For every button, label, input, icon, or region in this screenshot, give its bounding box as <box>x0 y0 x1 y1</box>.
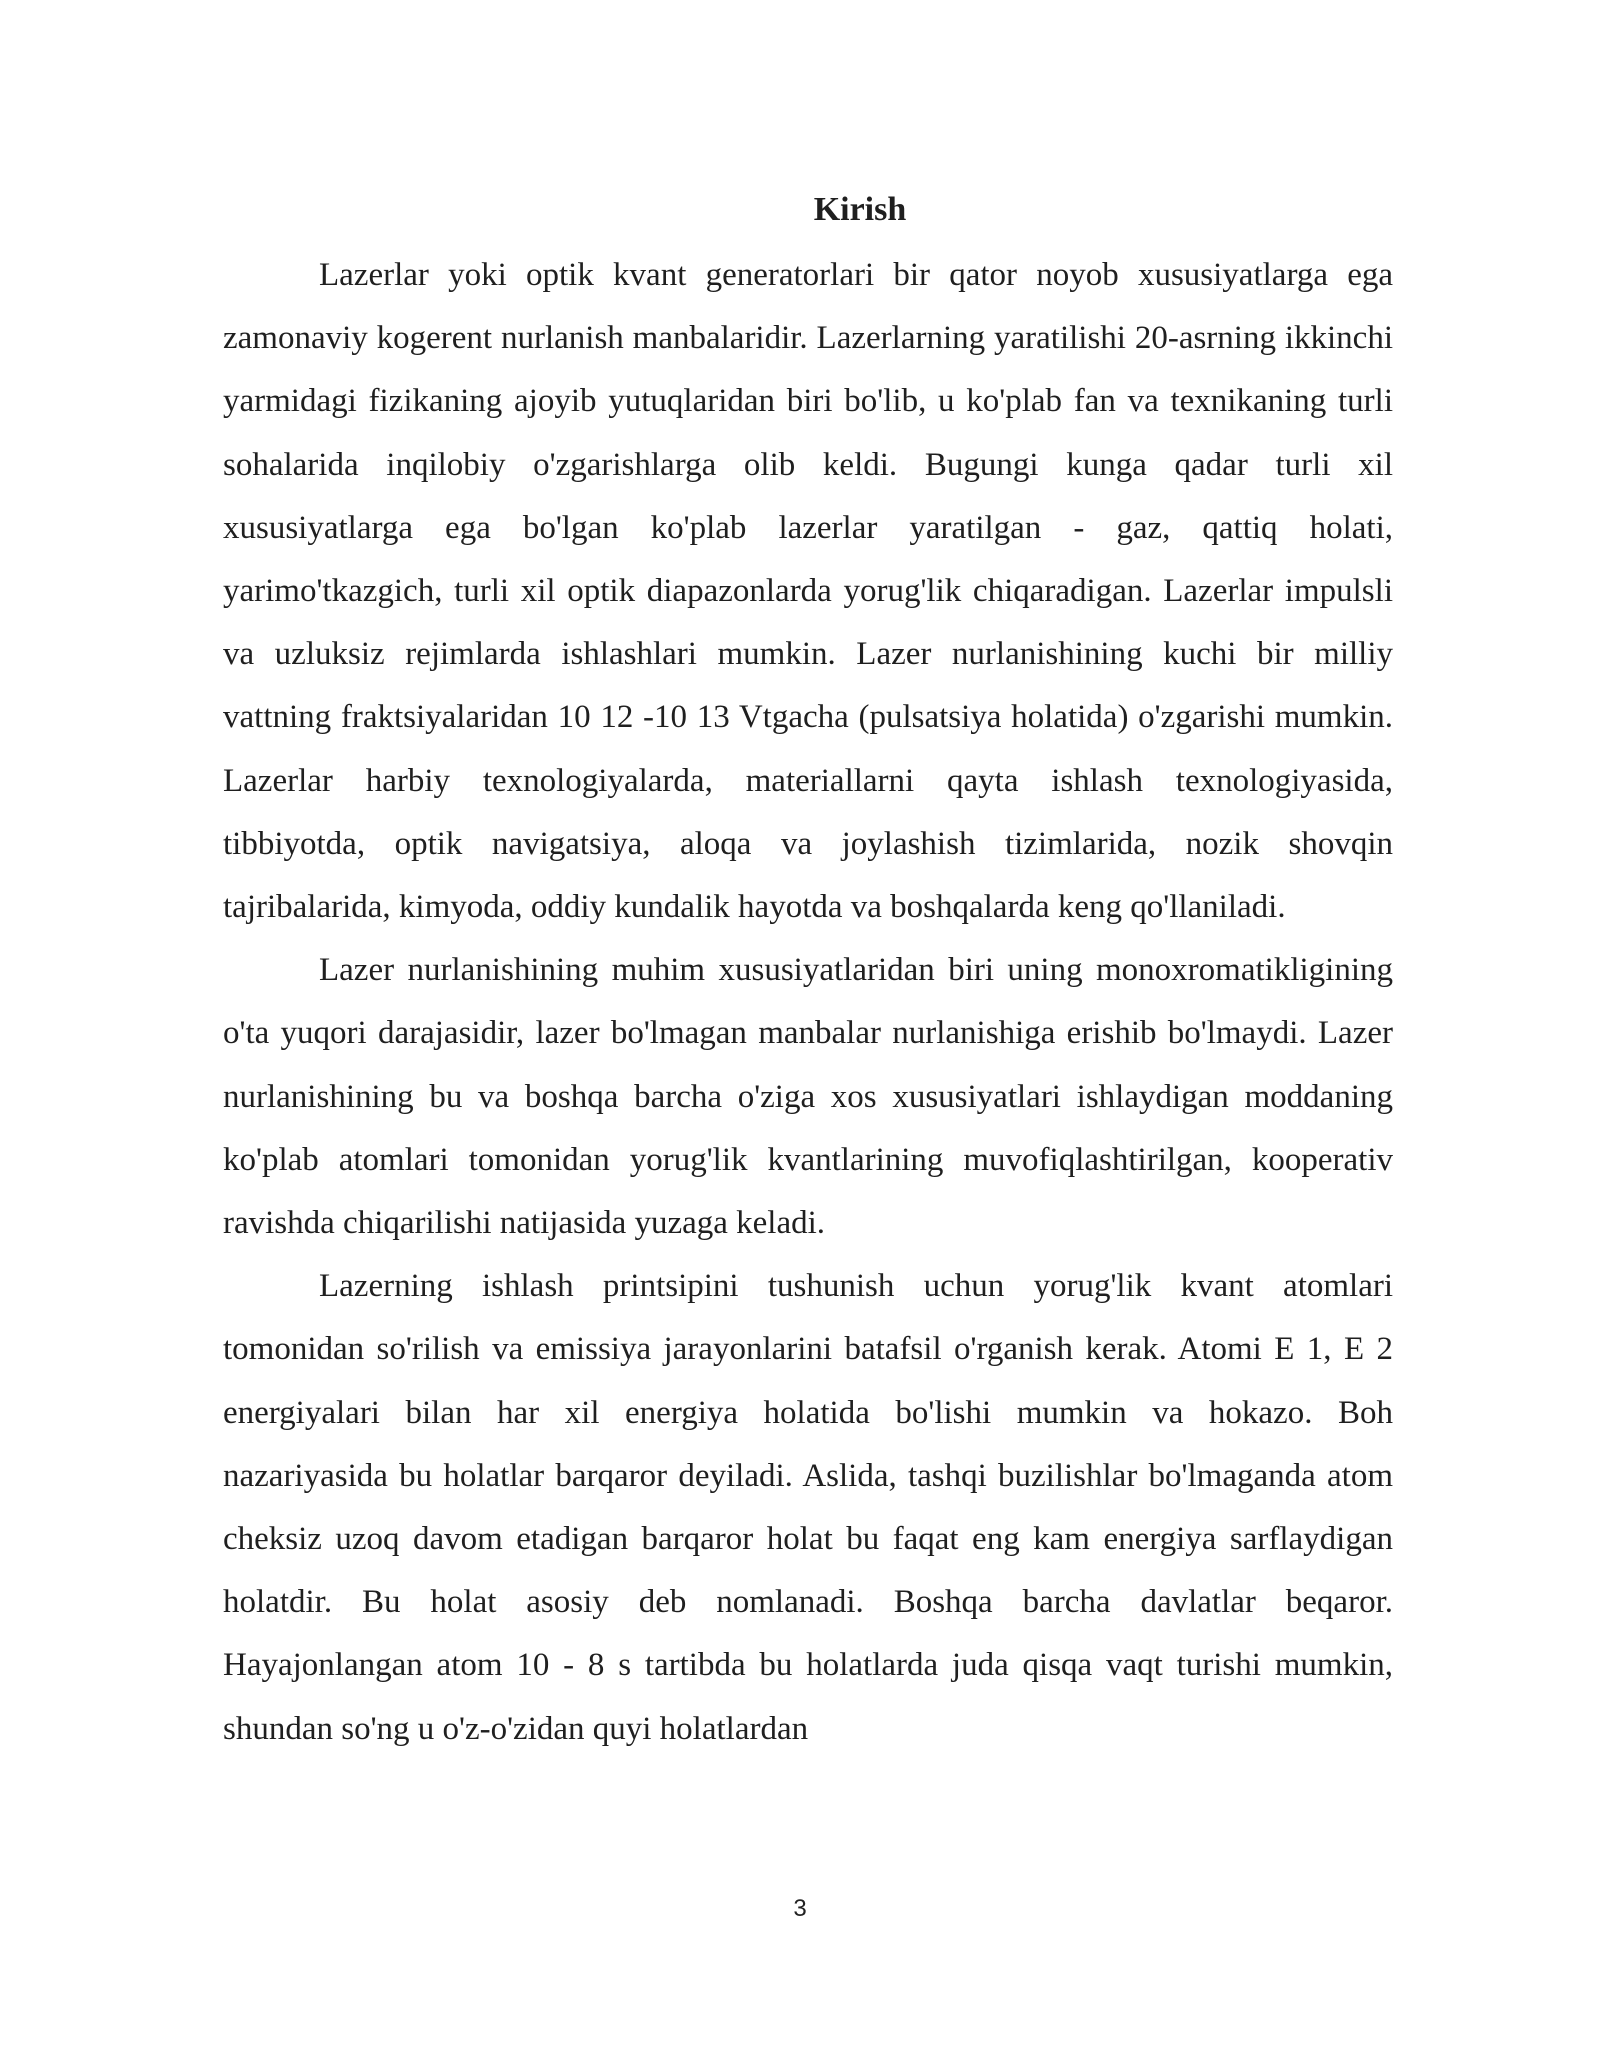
paragraph: Lazerlar yoki optik kvant generatorlari bir qator noyob xususiyatlarga ega zamonaviy kogerent nurlanish manbalaridir. Lazerlarning yaratilishi 20-asrning ikkinchi yarmidagi fizikaning ajoyib yutuqlaridan biri bo'lib, u ko'plab fan va texnikaning turli sohalarida inqilobiy o'zgarishlarga olib keldi. Bugungi kunga qadar turli xil xususiyatlarga ega bo'lgan ko'plab lazerlar yaratilgan - gaz, qattiq holati, yarimo'tkazgich, turli xil optik diapazonlarda yorug'lik chiqaradigan. Lazerlar impulsli va uzluksiz rejimlarda ishlashlari mumkin. Lazer nurlanishining kuchi bir milliy vattning fraktsiyalaridan 10 12 -10 13 Vtgacha (pulsatsiya holatida) o'zgarishi mumkin. Lazerlar harbiy texnologiyalarda, materiallarni qayta ishlash texnologiyasida, tibbiyotda, optik navigatsiya, aloqa va joylashish tizimlarida, nozik shovqin tajribalarida, kimyoda, oddiy kundalik hayotda va boshqalarda keng qo'llaniladi. <box>223 257 1393 926</box>
page-title: Kirish <box>813 191 907 228</box>
paragraph: Lazer nurlanishining muhim xususiyatlaridan biri uning monoxromatikligining o'ta yuqori darajasidir, lazer bo'lmagan manbalar nurlanishiga erishib bo'lmaydi. Lazer nurlanishining bu va boshqa barcha o'ziga xos xususiyatlari ishlaydigan moddaning ko'plab atomlari tomonidan yorug'lik kvantlarining muvofiqlashtirilgan, kooperativ ravishda chiqarilishi natijasida yuzaga keladi. <box>223 952 1393 1242</box>
paragraph: Lazerning ishlash printsipini tushunish uchun yorug'lik kvant atomlari tomonidan so'rilish va emissiya jarayonlarini batafsil o'rganish kerak. Atomi E 1, E 2 energiyalari bilan har xil energiya holatida bo'lishi mumkin va hokazo. Boh nazariyasida bu holatlar barqaror deyiladi. Aslida, tashqi buzilishlar bo'lmaganda atom cheksiz uzoq davom etadigan barqaror holat bu faqat eng kam energiya sarflaydigan holatdir. Bu holat asosiy deb nomlanadi. Boshqa barcha davlatlar beqaror. Hayajonlangan atom 10 - 8 s tartibda bu holatlarda juda qisqa vaqt turishi mumkin, shundan so'ng u o'z-o'zidan quyi holatlardan <box>223 1268 1393 1747</box>
page-number: 3 <box>793 1895 807 1922</box>
body-text <box>223 244 1393 1761</box>
